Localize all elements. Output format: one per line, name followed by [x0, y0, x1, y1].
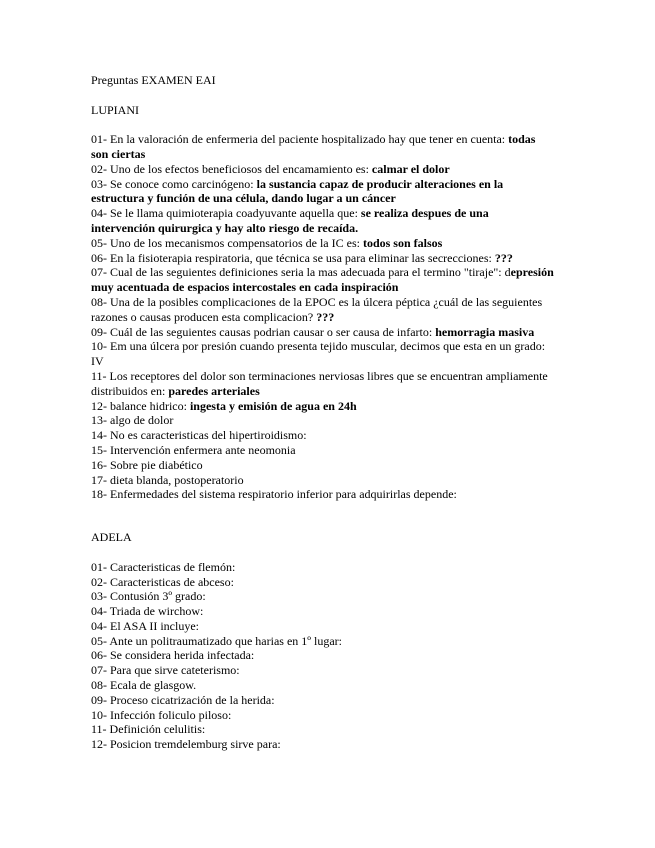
question-item [91, 648, 555, 663]
question-item [91, 399, 555, 414]
section-lupiani [91, 103, 555, 503]
question-text: 09- Cuál de las seguientes causas podrian causar o ser causa de infarto: [91, 324, 436, 339]
question-item [91, 678, 555, 693]
question-item [91, 737, 555, 752]
question-text: 01- Caracteristicas de flemón: [91, 559, 236, 574]
question-item [91, 589, 555, 604]
question-item [91, 236, 555, 251]
question-item [91, 206, 555, 236]
question-text: 06- En la fisioterapia respiratoria, que técnica se usa para eliminar las secrecciones: [91, 250, 495, 265]
question-answer: hemorragia masiva [435, 324, 535, 339]
question-text: 04- El ASA II incluye: [91, 618, 199, 633]
question-item [91, 619, 555, 634]
question-answer: todos son falsos [362, 235, 443, 250]
question-item [91, 295, 555, 325]
question-item [91, 265, 555, 295]
question-item [91, 604, 555, 619]
question-text: 16- Sobre pie diabético [91, 457, 203, 472]
section-heading: ADELA [91, 530, 132, 545]
question-item [91, 428, 555, 443]
question-text: 01- En la valoración de enfermeria del paciente hospitalizado hay que tener en cuenta: [91, 132, 509, 147]
question-item [91, 575, 555, 590]
question-item [91, 560, 555, 575]
question-answer: paredes arteriales [168, 383, 260, 398]
question-text: 14- No es caracteristicas del hipertiroidismo: [91, 428, 307, 443]
question-item [91, 708, 555, 723]
question-text: 05- Uno de los mecanismos compensatorios de la IC es: [91, 235, 363, 250]
question-text: 09- Proceso cicatrización de la herida: [91, 692, 275, 707]
question-text: 11- Definición celulitis: [91, 722, 206, 737]
question-text: 05- Ante un politraumatizado que harias en 1º lugar: [91, 633, 342, 648]
question-item [91, 693, 555, 708]
question-text: 18- Enfermedades del sistema respiratorio inferior para adquirirlas depende: [91, 487, 457, 502]
question-item [91, 722, 555, 737]
question-answer: ingesta y emisión de agua en 24h [189, 398, 357, 413]
question-list [91, 132, 555, 502]
question-text: 06- Se considera herida infectada: [91, 648, 255, 663]
question-text: 04- Triada de wirchow: [91, 604, 204, 619]
question-item [91, 369, 555, 399]
question-item [91, 177, 555, 207]
question-item [91, 339, 555, 369]
question-item [91, 413, 555, 428]
question-answer: todas son ciertas [91, 132, 536, 161]
question-text: 11- Los receptores del dolor son terminaciones nerviosas libres que se encuentran ampliamente distribuidos en: [91, 368, 548, 398]
question-text: 13- algo de dolor [91, 413, 174, 428]
question-text: 04- Se le llama quimioterapia coadyuvante aquella que: [91, 206, 361, 221]
section-heading: LUPIANI [91, 102, 139, 117]
document-title: Preguntas EXAMEN EAI [91, 73, 216, 87]
question-text: 08- Una de la posibles complicaciones de la EPOC es la úlcera péptica ¿cuál de las seguientes razones o causas producen esta complicacion? [91, 294, 543, 324]
question-text: 08- Ecala de glasgow. [91, 678, 197, 693]
question-item [91, 458, 555, 473]
question-text: 15- Intervención enfermera ante neomonia [91, 442, 296, 457]
question-item [91, 663, 555, 678]
question-item [91, 132, 555, 162]
question-item [91, 443, 555, 458]
question-item [91, 634, 555, 649]
question-text: 10- Em una úlcera por presión cuando presenta tejido muscular, decimos que esta en un grado: IV [91, 339, 546, 369]
question-text: 12- balance hidrico: [91, 398, 190, 413]
question-item [91, 487, 555, 502]
question-answer: epresión muy acentuada de espacios intercostales en cada inspiración [91, 265, 554, 295]
question-text: 02- Uno de los efectos beneficiosos del encamamiento es: [91, 161, 372, 176]
question-answer: ??? [316, 309, 335, 324]
question-item [91, 473, 555, 488]
question-text: 07- Cual de las seguientes definiciones seria la mas adecuada para el termino "tiraje": d [91, 265, 511, 280]
question-answer: calmar el dolor [371, 161, 450, 176]
question-answer: la sustancia capaz de producir alteraciones en la estructura y función de una célula, dando lugar a un cáncer [91, 176, 504, 206]
section-spacer [91, 502, 555, 530]
question-item [91, 325, 555, 340]
question-text: 17- dieta blanda, postoperatorio [91, 472, 244, 487]
question-text: 03- Se conoce como carcinógeno: [91, 176, 257, 191]
question-text: 02- Caracteristicas de abceso: [91, 574, 234, 589]
question-item [91, 162, 555, 177]
question-text: 03- Contusión 3º grado: [91, 589, 206, 604]
question-text: 12- Posicion tremdelemburg sirve para: [91, 737, 281, 752]
question-list [91, 560, 555, 752]
section-adela [91, 530, 555, 752]
question-answer: ??? [494, 250, 513, 265]
question-answer: se realiza despues de una intervención quirurgica y hay alto riesgo de recaída. [91, 206, 489, 235]
question-text: 10- Infección foliculo piloso: [91, 707, 232, 722]
question-item [91, 251, 555, 266]
question-text: 07- Para que sirve cateterismo: [91, 663, 240, 678]
